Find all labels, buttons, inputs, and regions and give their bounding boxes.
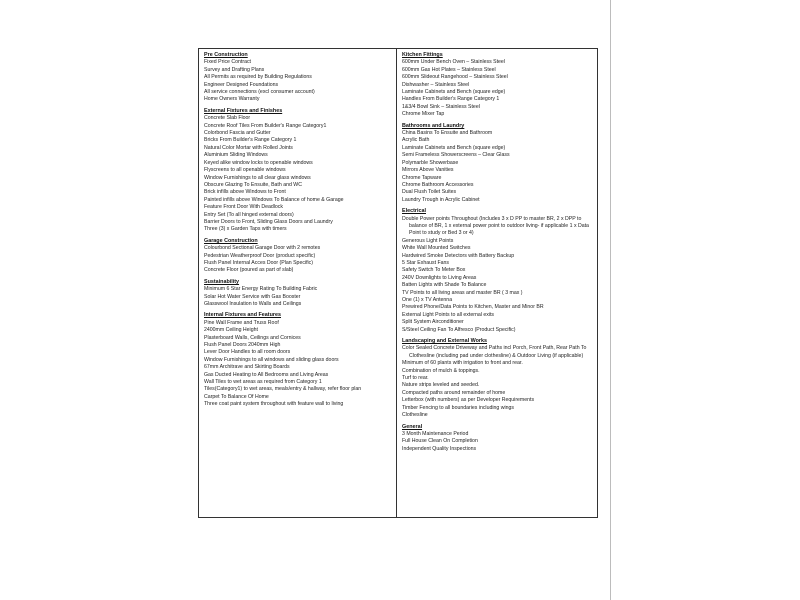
- inclusion-item: Three coat paint system throughout with feature wall to living: [204, 401, 344, 408]
- inclusion-item: Solar Hot Water Service with Gas Booster: [204, 293, 301, 300]
- inclusion-item: Plasterboard Walls, Ceilings and Cornices: [204, 334, 301, 341]
- inclusion-item: Flush Panel Doors 2040mm High: [204, 342, 281, 349]
- inclusion-item: Batten Lights with Shade To Balance: [402, 282, 487, 289]
- inclusion-item: Concrete Floor (poured as part of slab): [204, 267, 294, 274]
- inclusion-item: 3 Month Maintenance Period: [402, 430, 469, 437]
- section-internal-fixtures-and-features: [204, 312, 392, 408]
- inclusion-item: Timber Fencing to all boundaries including wings: [402, 404, 514, 411]
- inclusion-item: Brick infills above Windows to Front: [204, 189, 286, 196]
- inclusion-item: Concrete Roof Tiles From Builder's Range Category1: [204, 122, 327, 129]
- inclusion-item: Three (3) x Garden Taps with timers: [204, 226, 287, 233]
- section-title: Internal Fixtures and Features: [204, 312, 281, 319]
- section-title: Kitchen Fittings: [402, 52, 443, 58]
- inclusion-item: Dishwasher – Stainless Steel: [402, 81, 470, 88]
- inclusion-item: Mirrors Above Vanities: [402, 167, 454, 174]
- inclusion-item: Aluminium Sliding Windows: [204, 152, 268, 159]
- inclusion-item: White Wall Mounted Switches: [402, 245, 471, 252]
- section-garage-construction: [204, 238, 392, 275]
- inclusion-item: 600mm Slideout Rangehood – Stainless Steel: [402, 74, 508, 81]
- inclusion-item: External Light Points to all external exits: [402, 311, 494, 318]
- inclusion-item: Pine Wall Frame and Truss Roof: [204, 319, 279, 326]
- section-electrical: [402, 208, 594, 334]
- inclusion-item: Window Furnishings to all clear glass windows: [204, 174, 311, 181]
- inclusion-item: Prewired Phone/Data Points to Kitchen, Master and Minor BR: [402, 304, 544, 311]
- section-title: Landscaping and External Works: [402, 338, 487, 345]
- inclusion-item: Flush Panel Internal Acces Door (Plan Specific): [204, 259, 313, 266]
- inclusion-item: Safety Switch To Meter Box: [402, 267, 466, 274]
- section-kitchen-fittings: [402, 52, 594, 119]
- inclusion-item: Obscure Glazing To Ensuite, Bath and WC: [204, 181, 302, 188]
- inclusion-item: Turf to rear.: [402, 375, 429, 382]
- inclusion-item: Barrier Doors to Front, Sliding Glass Doors and Laundry: [204, 218, 333, 225]
- inclusion-item: Chrome Tapware: [402, 174, 442, 181]
- inclusion-item: All service connections (excl consumer account): [204, 89, 315, 96]
- inclusion-item: 600mm Under Bench Oven – Stainless Steel: [402, 59, 505, 66]
- section-title: General: [402, 423, 423, 430]
- section-title: Bathrooms and Laundry: [402, 122, 465, 129]
- inclusion-item: Independent Quality Inspections: [402, 445, 477, 452]
- inclusion-item: Flyscreens to all openable windows: [204, 167, 286, 174]
- inclusion-item: Color Sealed Concrete Driveway and Paths incl Porch, Front Path, Rear Path To Clothesline (including pad under clothesline) & Outdoor Living (if applicable): [402, 345, 587, 359]
- inclusion-item: 600mm Gas Hot Plates – Stainless Steel: [402, 66, 496, 73]
- right-column: [402, 52, 594, 457]
- inclusion-item: Chrome Bathroom Accessories: [402, 181, 474, 188]
- inclusion-item: Polymarble Showerbase: [402, 159, 459, 166]
- inclusion-item: Compacted paths around remainder of home: [402, 389, 506, 396]
- inclusion-item: Generous Light Points: [402, 237, 454, 244]
- inclusions-table: [198, 48, 598, 518]
- inclusion-item: S/Steel Ceiling Fan To Alfresco (Product Specific): [402, 326, 516, 333]
- inclusion-item: Acrylic Bath: [402, 137, 430, 144]
- inclusion-item: Nature strips leveled and seeded.: [402, 382, 480, 389]
- inclusion-item: Double Power points Throughout (Includes 3 x D PP to master BR, 2 x DPP to balance of BR, 1 x external power point to outdoor living- if applicable 1 x Data Point to study or Bed 3 or 4): [402, 215, 589, 237]
- inclusion-item: Laminate Cabinets and Bench (square edge): [402, 89, 506, 96]
- inclusion-item: Lever Door Handles to all room doors: [204, 349, 291, 356]
- inclusion-item: Entry Set (To all hinged external doors): [204, 211, 294, 218]
- inclusion-item: Colorbond Fascia and Gutter: [204, 130, 271, 137]
- inclusion-item: Combination of mulch & toppings.: [402, 367, 480, 374]
- inclusion-item: Painted infills above Windows To Balance of home & Garage: [204, 196, 344, 203]
- inclusion-item: Glasswool Insulation to Walls and Ceilings: [204, 301, 302, 307]
- inclusion-item: Window Furnishings to all windows and sliding glass doors: [204, 356, 339, 363]
- inclusion-item: Dual Flush Toilet Suites: [402, 189, 457, 196]
- section-title: Garage Construction: [204, 237, 258, 244]
- inclusion-item: All Permits as required by Building Regulations: [204, 74, 312, 81]
- page-edge-line: [610, 0, 611, 600]
- inclusion-item: Keyed alike window locks to openable windows: [204, 159, 313, 166]
- inclusion-item: Concrete Slab Floor: [204, 115, 251, 122]
- inclusion-item: Pedestrian Weatherproof Door (product specific): [204, 252, 316, 259]
- inclusion-item: Handles From Builder's Range Category 1: [402, 96, 500, 103]
- section-title: External Fixtures and Finishes: [204, 107, 283, 114]
- left-column: [204, 52, 392, 413]
- inclusion-item: Engineer Designed Foundations: [204, 81, 279, 88]
- section-title: Sustainability: [204, 278, 240, 285]
- inclusion-item: 5 Star Exhaust Fans: [402, 259, 449, 266]
- inclusion-item: Chrome Mixer Tap: [402, 111, 445, 118]
- inclusion-item: Laminate Cabinets and Bench (square edge): [402, 144, 506, 151]
- inclusion-item: Minimum 6 Star Energy Rating To Building Fabric: [204, 286, 318, 293]
- inclusion-item: Home Owners Warranty: [204, 96, 260, 103]
- inclusion-item: 1&3/4 Bowl Sink – Stainless Steel: [402, 103, 480, 110]
- inclusion-item: Hardwired Smoke Detectors with Battery Backup: [402, 252, 515, 259]
- inclusion-item: 240V Downlights to Living Areas: [402, 274, 477, 281]
- inclusion-item: Minimum of 60 plants with irrigation to front and rear.: [402, 360, 523, 367]
- section-bathrooms-and-laundry: [402, 123, 594, 204]
- inclusion-item: Semi Frameless Showerscreens – Clear Glass: [402, 152, 510, 159]
- section-landscaping-and-external-works: [402, 338, 594, 419]
- inclusion-item: Bricks From Builder's Range Category 1: [204, 137, 297, 144]
- inclusion-item: Fixed Price Contract: [204, 59, 251, 66]
- inclusion-item: 2400mm Ceiling Height: [204, 327, 258, 334]
- inclusion-item: Split System Airconditioner: [402, 319, 464, 326]
- inclusion-item: Tiles(Category1) to wet areas, meals/entry & hallway, refer floor plan: [204, 386, 362, 393]
- inclusion-item: Carpet To Balance Of Home: [204, 393, 269, 400]
- section-general: [402, 424, 594, 454]
- inclusion-item: Letterbox (with numbers) as per Developer Requirements: [402, 397, 535, 404]
- inclusion-item: China Basins To Ensuite and Bathroom: [402, 130, 493, 137]
- inclusion-item: Clothesline: [402, 412, 428, 419]
- inclusion-item: Colourbond Sectional Garage Door with 2 remotes: [204, 245, 321, 252]
- inclusion-item: Survey and Drafting Plans: [204, 66, 265, 73]
- inclusion-item: Laundry Trough in Acrylic Cabinet: [402, 196, 480, 203]
- section-title: Electrical: [402, 208, 426, 215]
- inclusion-item: Gas Ducted Heating to All Bedrooms and Living Areas: [204, 371, 329, 378]
- inclusion-item: 67mm Architrave and Skirting Boards: [204, 364, 290, 371]
- inclusion-item: Feature Front Door With Deadlock: [204, 204, 283, 211]
- inclusion-item: One (1) x TV Antenna: [402, 297, 453, 303]
- column-divider: [396, 49, 397, 517]
- section-external-fixtures-and-finishes: [204, 108, 392, 234]
- section-sustainability: [204, 279, 392, 309]
- section-pre-construction: [204, 52, 392, 104]
- inclusion-item: TV Points to all living areas and master BR ( 3 max ): [402, 289, 523, 296]
- inclusion-item: Wall Tiles to wet areas as required from Category 1: [204, 379, 322, 386]
- inclusion-item: Natural Color Mortar with Rolled Joints: [204, 144, 293, 151]
- section-title: Pre Construction: [204, 52, 248, 58]
- inclusion-item: Full House Clean On Completion: [402, 438, 478, 445]
